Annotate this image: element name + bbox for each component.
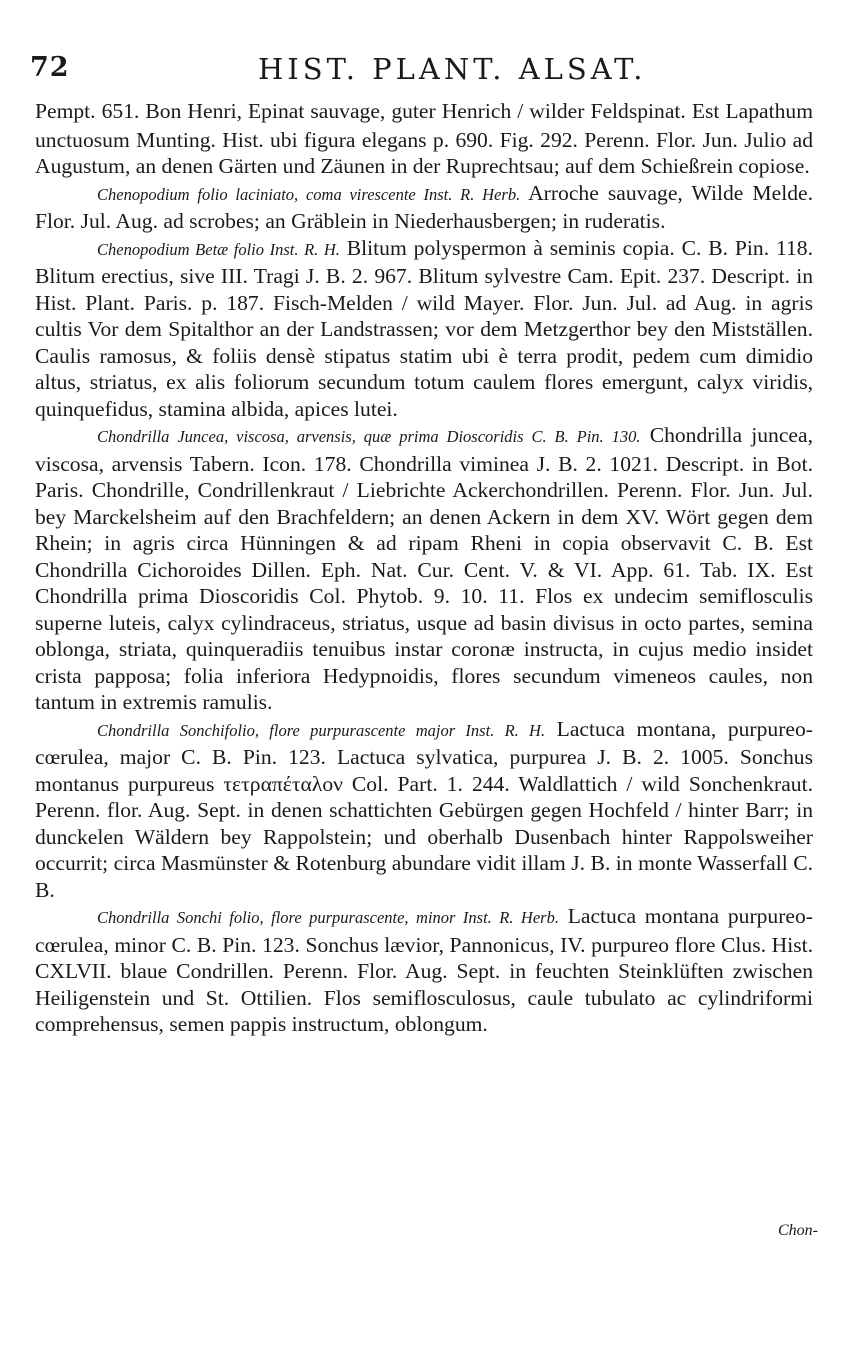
body-text — [35, 98, 813, 1038]
entry-chondrilla-sonchi-minor — [35, 903, 813, 1038]
entry-chenopodium-betae — [35, 235, 813, 423]
running-title: HIST. PLANT. ALSAT. — [258, 52, 647, 86]
entry-text: Lactuca montana, purpureo-cœrulea, major C. B. Pin. 123. Lactuca sylvatica, purpurea J. B. 2. 1005. Sonchus montanus purpureus τετραπέταλον Col. Part. 1. 244. Waldlattich / wild Sonchenkraut. Perenn. flor. Aug. Sept. in denen schattichten Gebürgen gegen Hochfeld / hinter Barr; in dunckelen Wäldern bey Rappolstein; und oberhalb Dusenbach hinter Rappolsweiher occurrit; circa Masmünster & Rotenburg abundare vidit illam J. B. in monte Wasserfall C. B. — [35, 716, 813, 902]
entry-text: Pempt. 651. Bon Henri, Epinat sauvage, guter Henrich / wilder Feldspinat. Est Lapathum unctuosum Munting. Hist. ubi figura elegans p. 690. Fig. 292. Perenn. Flor. Jun. Julio ad Augustum, an denen Gärten und Zäunen in der Ruprechtsau; auf dem Schießrein copiose. — [35, 99, 813, 178]
entry-chenopodium-laciniato — [35, 180, 813, 235]
entry-text: Lactuca montana purpureo-cœrulea, minor C. B. Pin. 123. Sonchus lævior, Pannonicus, IV. purpureo flore Clus. Hist. CXLVII. blaue Condrillen. Perenn. Flor. Aug. Sept. in feuchten Steinklüften zwischen Heiligenstein und St. Ottilien. Flos semiflosculosus, caule tubulato ac cylindriformi comprehensus, semen pappis instructum, oblongum. — [35, 904, 813, 1036]
page-number: 72 — [30, 52, 70, 83]
entry-text: Blitum polyspermon à seminis copia. C. B. Pin. 118. Blitum erectius, sive III. Tragi J. B. 2. 967. Blitum sylvestre Cam. Epit. 237. Descript. in Hist. Plant. Paris. p. 187. Fisch-Melden / wild Mayer. Flor. Jun. Jul. ad Aug. in agris cultis Vor dem Spitalthor an der Landstrassen; vor dem Metzgerthor bey den Mistställen. Caulis ramosus, & foliis densè stipatus statim ubi è terra prodit, pedem cum dimidio altus, striatus, ex alis foliorum secundum totum caulem flores emergunt, calyx viridis, quinquefidus, stamina albida, apices lutei. — [35, 235, 813, 421]
entry-lemma: Chondrilla Juncea, viscosa, arvensis, quæ prima Dioscoridis C. B. Pin. 130. — [97, 427, 641, 446]
entry-chondrilla-sonchifolio-major — [35, 716, 813, 904]
page-header — [30, 52, 820, 90]
entry-text: Chondrilla juncea, viscosa, arvensis Tabern. Icon. 178. Chondrilla viminea J. B. 2. 1021. Descript. in Bot. Paris. Chondrille, Condrillenkraut / Liebrichte Ackerchondrillen. Perenn. Flor. Jun. Jul. bey Marckelsheim auf den Brachfeldern; an denen Ackern in dem XV. Wört gegen dem Rhein; in agris circa Hünningen & ad ripam Rheni in copia observavit C. B. Est Chondrilla Cichoroides Dillen. Eph. Nat. Cur. Cent. V. & VI. App. 61. Tab. IX. Est Chondrilla prima Dioscoridis Col. Phytob. 9. 10. 11. Flos ex undecim semiflosculis superne luteis, calyx cylindraceus, striatus, usque ad basin divisus in octo partes, semina oblonga, striata, quinqueradiis tenuibus instar coronæ instructa, in cujus medio insidet crista papposa; folia inferiora Hedypnoidis, flores secundum vimeneos caules, non tantum in extremis ramulis. — [35, 423, 813, 714]
entry-bon-henri — [35, 98, 813, 180]
entry-lemma: Chondrilla Sonchi folio, flore purpurascente, minor Inst. R. Herb. — [97, 908, 559, 927]
entry-text: Arroche sauvage, Wilde Melde. Flor. Jul. Aug. ad scrobes; an Gräblein in Niederhausbergen; in ruderatis. — [35, 180, 813, 233]
entry-lemma: Chondrilla Sonchifolio, flore purpurascente major Inst. R. H. — [97, 720, 546, 740]
entry-lemma: Chenopodium Betæ folio Inst. R. H. — [97, 239, 340, 259]
entry-chondrilla-juncea — [35, 422, 813, 716]
entry-lemma: Chenopodium folio laciniato, coma virescente Inst. R. Herb. — [97, 184, 521, 204]
catch-word: Chon- — [778, 1222, 818, 1239]
